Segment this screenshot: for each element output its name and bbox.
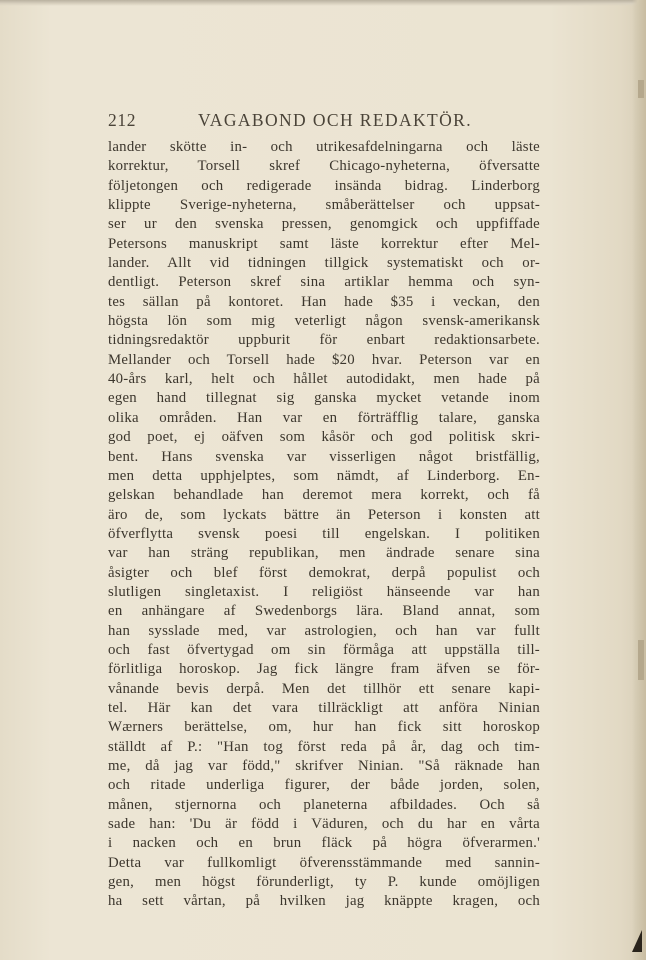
text-line: tes sällan på kontoret. Han hade $35 i veckan, den: [108, 293, 540, 310]
running-header: [108, 110, 548, 134]
text-line: förlitliga horoskop. Jag fick längre fram äfven se för-: [108, 661, 540, 678]
text-line: olika områden. Han var en förträfflig talare, ganska: [108, 409, 540, 426]
text-line: tidningsredaktör uppburit för enbart redaktionsarbete.: [108, 332, 540, 349]
text-line: sade han: 'Du är född i Väduren, och du har en vårta: [108, 816, 540, 833]
text-line: Wærners berättelse, om, hur han fick sitt horoskop: [108, 719, 540, 736]
page-number: 212: [108, 110, 137, 130]
text-line: åsigter och blef först demokrat, derpå populist och: [108, 564, 540, 581]
text-line: äro de, som lyckats bättre än Peterson i konsten att: [108, 506, 540, 523]
text-line: månen, stjernorna och planeterna afbildades. Och så: [108, 796, 540, 813]
text-line: Petersons manuskript samt läste korrektur efter Mel-: [108, 235, 540, 252]
text-line: slutligen singletaxist. I religiöst hänseende var han: [108, 583, 540, 600]
text-line: vånande bevis derpå. Men det tillhör ett senare kapi-: [108, 680, 540, 697]
text-line: lander. Allt vid tidningen tillgick systematiskt och or-: [108, 255, 540, 272]
text-line: följetongen och redigerade insända bidrag. Linderborg: [108, 177, 540, 194]
text-line: me, då jag var född," skrifver Ninian. "Så räknade han: [108, 758, 540, 774]
text-line: korrektur, Torsell skref Chicago-nyheterna, öfversatte: [108, 158, 540, 175]
page-right-edge: [632, 0, 646, 960]
page-edge-mark: [638, 640, 644, 680]
body-text: [108, 138, 540, 912]
text-line: men detta upphjelptes, som nämdt, af Linderborg. En-: [108, 467, 540, 484]
text-line: Detta var fullkomligt öfverensstämmande med sannin-: [108, 854, 540, 871]
text-line: var han sträng republikan, men ändrade senare sina: [108, 545, 540, 562]
text-line: högsta lön som mig veterligt någon svensk-amerikansk: [108, 313, 540, 330]
top-edge-shadow: [0, 0, 646, 6]
text-line: gelskan behandlade han deremot mera korrekt, och få: [108, 487, 540, 504]
page-corner-mark: [632, 930, 642, 952]
text-line: bent. Hans svenska var visserligen något bristfällig,: [108, 448, 540, 465]
text-line: lander skötte in- och utrikesafdelningarna och läste: [108, 139, 540, 155]
text-line: gen, men högst förunderligt, ty P. kunde omöjligen: [108, 874, 540, 891]
text-line: ser ur den svenska pressen, genomgick och uppfiffade: [108, 216, 540, 233]
text-line: han sysslade med, var astrologien, och han var fullt: [108, 622, 540, 639]
text-line: egen hand tillegnat sig ganska mycket vetande inom: [108, 390, 540, 407]
text-line: ställdt af P.: "Han tog först reda på år, dag och tim-: [108, 738, 540, 755]
text-line: Mellander och Torsell hade $20 hvar. Peterson var en: [108, 351, 540, 368]
text-line: ha sett vårtan, på hvilken jag knäppte kragen, och: [108, 893, 540, 910]
text-line: i nacken och en brun fläck på högra öfverarmen.': [108, 835, 540, 852]
text-line: 40-års karl, helt och hållet autodidakt, men hade på: [108, 371, 540, 388]
text-line: öfverflytta svensk poesi till engelskan. I politiken: [108, 525, 540, 542]
text-line: god poet, ej oäfven som kåsör och god politisk skri-: [108, 429, 540, 446]
text-line: en anhängare af Swedenborgs lära. Bland annat, som: [108, 603, 540, 620]
text-line: dentligt. Peterson skref sina artiklar hemma och syn-: [108, 274, 540, 291]
text-line: och ritade underliga figurer, der både jorden, solen,: [108, 777, 540, 794]
text-line: och fast öfvertygad om sin förmåga att uppställa till-: [108, 641, 540, 658]
running-title: VAGABOND OCH REDAKTÖR.: [198, 110, 473, 130]
text-line: klippte Sverige-nyheterna, småberättelser och uppsat-: [108, 197, 540, 214]
text-line: tel. Här kan det vara tillräckligt att anföra Ninian: [108, 699, 540, 716]
page-edge-mark: [638, 80, 644, 98]
